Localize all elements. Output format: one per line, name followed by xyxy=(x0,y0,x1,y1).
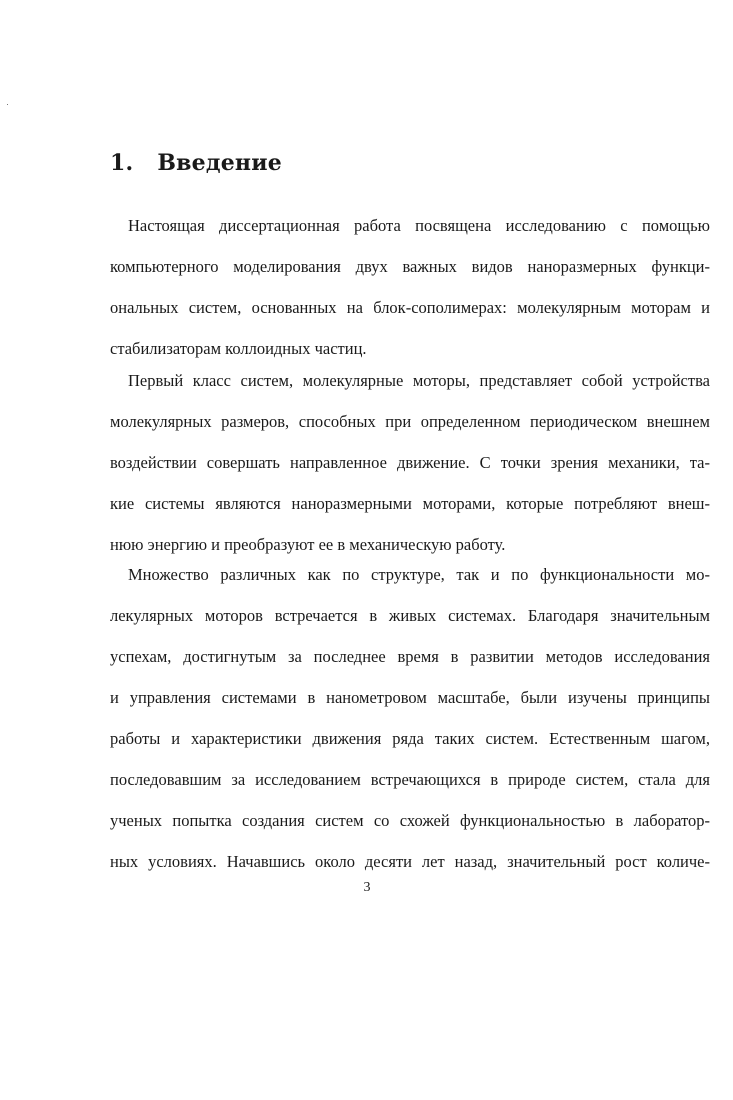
section-heading xyxy=(110,150,282,176)
scan-speck xyxy=(7,104,8,105)
text-line: успехам, достигнутым за последнее время в развитии методов исследования xyxy=(110,647,710,666)
section-number: 1. xyxy=(110,150,134,176)
section-title: Введение xyxy=(157,150,282,176)
text-line: стабилизаторам коллоидных частиц. xyxy=(110,339,367,358)
text-line: воздействии совершать направленное движение. С точки зрения механики, та- xyxy=(110,453,710,472)
text-line: ученых попытка создания систем со схожей функциональностью в лаборатор- xyxy=(110,811,710,830)
page-number: 3 xyxy=(363,880,371,895)
text-line: лекулярных моторов встречается в живых системах. Благодаря значительным xyxy=(110,606,710,625)
text-line: компьютерного моделирования двух важных видов наноразмерных функци- xyxy=(110,257,710,276)
text-line: кие системы являются наноразмерными моторами, которые потребляют внеш- xyxy=(110,494,710,513)
text-line: последовавшим за исследованием встречающихся в природе систем, стала для xyxy=(110,770,710,789)
text-line: нюю энергию и преобразуют ее в механическую работу. xyxy=(110,535,506,554)
text-line: Настоящая диссертационная работа посвящена исследованию с помощью xyxy=(128,216,710,235)
text-line: ональных систем, основанных на блок-сополимерах: молекулярным моторам и xyxy=(110,298,710,317)
text-line: Множество различных как по структуре, так и по функциональности мо- xyxy=(128,565,710,584)
text-line: работы и характеристики движения ряда таких систем. Естественным шагом, xyxy=(110,729,710,748)
text-line: и управления системами в нанометровом масштабе, были изучены принципы xyxy=(110,688,710,707)
text-line: молекулярных размеров, способных при определенном периодическом внешнем xyxy=(110,412,710,431)
text-line: ных условиях. Начавшись около десяти лет назад, значительный рост количе- xyxy=(110,852,710,871)
text-line: Первый класс систем, молекулярные моторы, представляет собой устройства xyxy=(128,371,710,390)
